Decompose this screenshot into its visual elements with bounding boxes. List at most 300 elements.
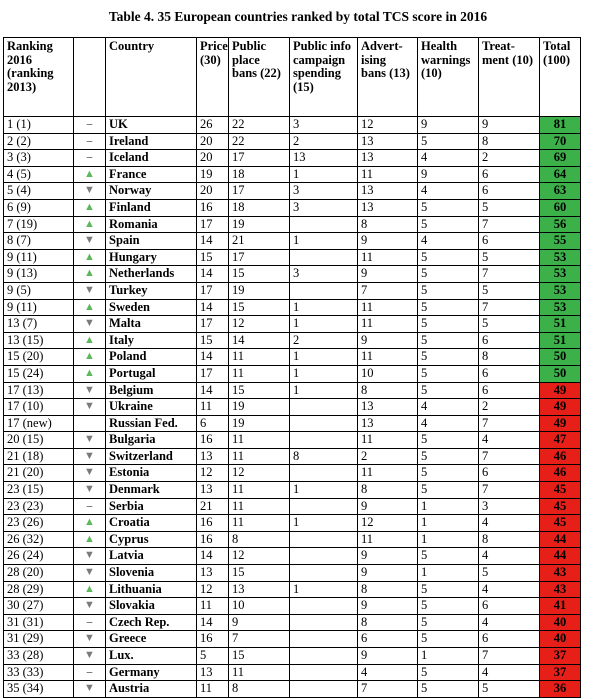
cell-total: 60 bbox=[540, 199, 581, 216]
cell-price: 16 bbox=[197, 432, 229, 449]
trend-up-icon: ▲ bbox=[74, 332, 106, 349]
table-row bbox=[4, 166, 581, 183]
cell-treatment: 3 bbox=[479, 498, 540, 515]
cell-price: 21 bbox=[197, 498, 229, 515]
cell-treatment: 6 bbox=[479, 465, 540, 482]
cell-health-warnings: 5 bbox=[418, 282, 479, 299]
cell-public-place-bans: 22 bbox=[229, 117, 290, 134]
cell-public-place-bans: 19 bbox=[229, 216, 290, 233]
cell-public-info: 2 bbox=[290, 332, 358, 349]
cell-advertising: 11 bbox=[358, 531, 418, 548]
cell-treatment: 2 bbox=[479, 399, 540, 416]
cell-public-place-bans: 19 bbox=[229, 399, 290, 416]
cell-price: 16 bbox=[197, 631, 229, 648]
cell-rank: 2 (2) bbox=[4, 133, 74, 150]
header-ranking: Ranking 2016 (ranking 2013) bbox=[4, 38, 74, 117]
cell-price: 16 bbox=[197, 515, 229, 532]
cell-treatment: 6 bbox=[479, 365, 540, 382]
cell-total: 51 bbox=[540, 332, 581, 349]
table-row bbox=[4, 531, 581, 548]
cell-country: Bulgaria bbox=[106, 432, 197, 449]
cell-price: 20 bbox=[197, 183, 229, 200]
trend-down-icon: ▼ bbox=[74, 598, 106, 615]
cell-total: 50 bbox=[540, 365, 581, 382]
cell-public-info bbox=[290, 415, 358, 432]
cell-rank: 20 (15) bbox=[4, 432, 74, 449]
cell-health-warnings: 4 bbox=[418, 183, 479, 200]
header-row bbox=[4, 38, 581, 117]
cell-country: Iceland bbox=[106, 150, 197, 167]
cell-public-info: 1 bbox=[290, 349, 358, 366]
cell-treatment: 8 bbox=[479, 133, 540, 150]
cell-treatment: 5 bbox=[479, 249, 540, 266]
cell-health-warnings: 5 bbox=[418, 631, 479, 648]
cell-advertising: 9 bbox=[358, 598, 418, 615]
cell-total: 53 bbox=[540, 299, 581, 316]
cell-rank: 7 (19) bbox=[4, 216, 74, 233]
cell-treatment: 8 bbox=[479, 531, 540, 548]
cell-public-place-bans: 15 bbox=[229, 299, 290, 316]
cell-public-place-bans: 11 bbox=[229, 365, 290, 382]
cell-treatment: 8 bbox=[479, 349, 540, 366]
cell-public-info: 2 bbox=[290, 133, 358, 150]
cell-public-info bbox=[290, 216, 358, 233]
cell-public-info bbox=[290, 531, 358, 548]
cell-advertising: 13 bbox=[358, 199, 418, 216]
cell-country: UK bbox=[106, 117, 197, 134]
cell-public-place-bans: 9 bbox=[229, 614, 290, 631]
table-row bbox=[4, 565, 581, 582]
cell-treatment: 4 bbox=[479, 614, 540, 631]
cell-total: 49 bbox=[540, 382, 581, 399]
table-row bbox=[4, 133, 581, 150]
cell-treatment: 5 bbox=[479, 316, 540, 333]
cell-rank: 33 (28) bbox=[4, 648, 74, 665]
cell-country: Greece bbox=[106, 631, 197, 648]
cell-public-place-bans: 19 bbox=[229, 415, 290, 432]
cell-rank: 9 (11) bbox=[4, 299, 74, 316]
trend-down-icon: ▼ bbox=[74, 432, 106, 449]
header-public-place-bans: Public place bans (22) bbox=[229, 38, 290, 117]
cell-public-place-bans: 10 bbox=[229, 598, 290, 615]
trend-up-icon: ▲ bbox=[74, 166, 106, 183]
cell-public-info bbox=[290, 465, 358, 482]
cell-country: Denmark bbox=[106, 482, 197, 499]
cell-country: Hungary bbox=[106, 249, 197, 266]
trend-up-icon: ▲ bbox=[74, 266, 106, 283]
cell-public-info: 1 bbox=[290, 166, 358, 183]
cell-total: 37 bbox=[540, 664, 581, 681]
cell-public-info: 1 bbox=[290, 382, 358, 399]
cell-health-warnings: 1 bbox=[418, 648, 479, 665]
cell-price: 13 bbox=[197, 448, 229, 465]
cell-advertising: 7 bbox=[358, 282, 418, 299]
cell-public-info: 1 bbox=[290, 316, 358, 333]
cell-public-place-bans: 8 bbox=[229, 531, 290, 548]
cell-price: 17 bbox=[197, 316, 229, 333]
cell-public-place-bans: 11 bbox=[229, 432, 290, 449]
cell-public-place-bans: 12 bbox=[229, 465, 290, 482]
table-row bbox=[4, 415, 581, 432]
cell-rank: 30 (27) bbox=[4, 598, 74, 615]
cell-public-info: 8 bbox=[290, 448, 358, 465]
cell-treatment: 7 bbox=[479, 448, 540, 465]
cell-treatment: 9 bbox=[479, 117, 540, 134]
cell-health-warnings: 5 bbox=[418, 681, 479, 698]
cell-price: 16 bbox=[197, 531, 229, 548]
cell-rank: 9 (13) bbox=[4, 266, 74, 283]
cell-treatment: 5 bbox=[479, 282, 540, 299]
cell-health-warnings: 9 bbox=[418, 117, 479, 134]
cell-advertising: 12 bbox=[358, 515, 418, 532]
cell-price: 12 bbox=[197, 465, 229, 482]
cell-public-info: 1 bbox=[290, 581, 358, 598]
table-row bbox=[4, 448, 581, 465]
cell-rank: 15 (24) bbox=[4, 365, 74, 382]
cell-total: 47 bbox=[540, 432, 581, 449]
cell-health-warnings: 1 bbox=[418, 498, 479, 515]
cell-advertising: 6 bbox=[358, 631, 418, 648]
cell-rank: 1 (1) bbox=[4, 117, 74, 134]
cell-price: 17 bbox=[197, 282, 229, 299]
cell-total: 46 bbox=[540, 448, 581, 465]
trend-same-icon: – bbox=[74, 664, 106, 681]
tcs-ranking-table bbox=[3, 37, 581, 698]
cell-total: 45 bbox=[540, 498, 581, 515]
cell-price: 17 bbox=[197, 365, 229, 382]
table-title: Table 4. 35 European countries ranked by total TCS score in 2016 bbox=[108, 9, 488, 24]
cell-rank: 17 (new) bbox=[4, 415, 74, 432]
cell-country: Switzerland bbox=[106, 448, 197, 465]
cell-public-info bbox=[290, 648, 358, 665]
table-row bbox=[4, 316, 581, 333]
cell-treatment: 4 bbox=[479, 432, 540, 449]
cell-public-info bbox=[290, 565, 358, 582]
table-row bbox=[4, 598, 581, 615]
cell-advertising: 12 bbox=[358, 117, 418, 134]
cell-total: 45 bbox=[540, 515, 581, 532]
cell-treatment: 4 bbox=[479, 664, 540, 681]
cell-health-warnings: 4 bbox=[418, 233, 479, 250]
cell-rank: 26 (32) bbox=[4, 531, 74, 548]
cell-advertising: 11 bbox=[358, 249, 418, 266]
trend-same-icon: – bbox=[74, 133, 106, 150]
cell-advertising: 13 bbox=[358, 415, 418, 432]
cell-country: Serbia bbox=[106, 498, 197, 515]
cell-advertising: 8 bbox=[358, 581, 418, 598]
cell-public-info bbox=[290, 249, 358, 266]
cell-country: Norway bbox=[106, 183, 197, 200]
cell-health-warnings: 5 bbox=[418, 548, 479, 565]
cell-public-place-bans: 12 bbox=[229, 316, 290, 333]
cell-public-place-bans: 13 bbox=[229, 581, 290, 598]
table-row bbox=[4, 299, 581, 316]
cell-public-place-bans: 11 bbox=[229, 482, 290, 499]
cell-health-warnings: 5 bbox=[418, 448, 479, 465]
cell-rank: 31 (31) bbox=[4, 614, 74, 631]
cell-price: 14 bbox=[197, 299, 229, 316]
trend-none-icon bbox=[74, 415, 106, 432]
cell-advertising: 13 bbox=[358, 399, 418, 416]
table-row bbox=[4, 216, 581, 233]
cell-public-place-bans: 14 bbox=[229, 332, 290, 349]
cell-public-place-bans: 12 bbox=[229, 548, 290, 565]
cell-public-place-bans: 11 bbox=[229, 515, 290, 532]
cell-advertising: 8 bbox=[358, 382, 418, 399]
cell-health-warnings: 5 bbox=[418, 614, 479, 631]
cell-public-place-bans: 11 bbox=[229, 664, 290, 681]
cell-total: 40 bbox=[540, 631, 581, 648]
cell-health-warnings: 5 bbox=[418, 133, 479, 150]
cell-country: Austria bbox=[106, 681, 197, 698]
cell-advertising: 9 bbox=[358, 565, 418, 582]
cell-public-info: 3 bbox=[290, 183, 358, 200]
cell-public-place-bans: 15 bbox=[229, 266, 290, 283]
cell-country: Ireland bbox=[106, 133, 197, 150]
cell-advertising: 11 bbox=[358, 299, 418, 316]
cell-public-info bbox=[290, 399, 358, 416]
table-body bbox=[4, 117, 581, 698]
cell-public-info: 3 bbox=[290, 266, 358, 283]
cell-treatment: 7 bbox=[479, 648, 540, 665]
trend-up-icon: ▲ bbox=[74, 299, 106, 316]
trend-up-icon: ▲ bbox=[74, 515, 106, 532]
cell-total: 49 bbox=[540, 399, 581, 416]
cell-total: 51 bbox=[540, 316, 581, 333]
table-row bbox=[4, 664, 581, 681]
cell-treatment: 7 bbox=[479, 299, 540, 316]
trend-down-icon: ▼ bbox=[74, 448, 106, 465]
cell-treatment: 6 bbox=[479, 183, 540, 200]
cell-advertising: 2 bbox=[358, 448, 418, 465]
cell-health-warnings: 5 bbox=[418, 465, 479, 482]
cell-advertising: 9 bbox=[358, 266, 418, 283]
trend-up-icon: ▲ bbox=[74, 531, 106, 548]
trend-up-icon: ▲ bbox=[74, 365, 106, 382]
cell-rank: 17 (13) bbox=[4, 382, 74, 399]
cell-total: 55 bbox=[540, 233, 581, 250]
trend-down-icon: ▼ bbox=[74, 482, 106, 499]
table-row bbox=[4, 382, 581, 399]
cell-public-place-bans: 11 bbox=[229, 349, 290, 366]
cell-total: 45 bbox=[540, 482, 581, 499]
cell-advertising: 9 bbox=[358, 648, 418, 665]
cell-public-place-bans: 11 bbox=[229, 448, 290, 465]
cell-country: Slovenia bbox=[106, 565, 197, 582]
cell-health-warnings: 5 bbox=[418, 432, 479, 449]
trend-down-icon: ▼ bbox=[74, 565, 106, 582]
cell-treatment: 7 bbox=[479, 216, 540, 233]
cell-price: 14 bbox=[197, 614, 229, 631]
cell-rank: 9 (11) bbox=[4, 249, 74, 266]
cell-advertising: 8 bbox=[358, 216, 418, 233]
cell-advertising: 9 bbox=[358, 233, 418, 250]
cell-health-warnings: 5 bbox=[418, 199, 479, 216]
trend-down-icon: ▼ bbox=[74, 399, 106, 416]
header-price: Price (30) bbox=[197, 38, 229, 117]
cell-advertising: 9 bbox=[358, 332, 418, 349]
cell-country: France bbox=[106, 166, 197, 183]
cell-public-info: 1 bbox=[290, 515, 358, 532]
cell-public-info: 3 bbox=[290, 199, 358, 216]
cell-total: 63 bbox=[540, 183, 581, 200]
table-row bbox=[4, 199, 581, 216]
cell-treatment: 5 bbox=[479, 681, 540, 698]
cell-treatment: 4 bbox=[479, 515, 540, 532]
cell-public-place-bans: 17 bbox=[229, 249, 290, 266]
cell-treatment: 6 bbox=[479, 382, 540, 399]
cell-rank: 3 (3) bbox=[4, 150, 74, 167]
cell-advertising: 7 bbox=[358, 681, 418, 698]
cell-advertising: 13 bbox=[358, 183, 418, 200]
cell-total: 43 bbox=[540, 581, 581, 598]
cell-price: 13 bbox=[197, 565, 229, 582]
cell-public-place-bans: 15 bbox=[229, 382, 290, 399]
cell-public-info bbox=[290, 548, 358, 565]
cell-public-place-bans: 8 bbox=[229, 681, 290, 698]
cell-rank: 23 (15) bbox=[4, 482, 74, 499]
trend-down-icon: ▼ bbox=[74, 316, 106, 333]
cell-health-warnings: 5 bbox=[418, 382, 479, 399]
cell-price: 11 bbox=[197, 681, 229, 698]
table-row bbox=[4, 498, 581, 515]
cell-public-place-bans: 22 bbox=[229, 133, 290, 150]
cell-advertising: 9 bbox=[358, 548, 418, 565]
cell-public-info: 1 bbox=[290, 365, 358, 382]
table-row bbox=[4, 150, 581, 167]
cell-health-warnings: 5 bbox=[418, 598, 479, 615]
table-row bbox=[4, 233, 581, 250]
trend-down-icon: ▼ bbox=[74, 233, 106, 250]
cell-country: Estonia bbox=[106, 465, 197, 482]
cell-treatment: 4 bbox=[479, 581, 540, 598]
cell-health-warnings: 5 bbox=[418, 581, 479, 598]
cell-price: 13 bbox=[197, 482, 229, 499]
cell-advertising: 11 bbox=[358, 349, 418, 366]
trend-down-icon: ▼ bbox=[74, 681, 106, 698]
cell-treatment: 6 bbox=[479, 631, 540, 648]
trend-down-icon: ▼ bbox=[74, 183, 106, 200]
table-row bbox=[4, 681, 581, 698]
cell-country: Belgium bbox=[106, 382, 197, 399]
cell-rank: 28 (20) bbox=[4, 565, 74, 582]
table-row bbox=[4, 282, 581, 299]
cell-total: 36 bbox=[540, 681, 581, 698]
cell-public-info bbox=[290, 432, 358, 449]
cell-treatment: 6 bbox=[479, 233, 540, 250]
trend-up-icon: ▲ bbox=[74, 581, 106, 598]
cell-health-warnings: 4 bbox=[418, 399, 479, 416]
cell-country: Latvia bbox=[106, 548, 197, 565]
cell-total: 49 bbox=[540, 415, 581, 432]
cell-rank: 9 (5) bbox=[4, 282, 74, 299]
cell-country: Lithuania bbox=[106, 581, 197, 598]
cell-treatment: 6 bbox=[479, 332, 540, 349]
cell-price: 14 bbox=[197, 233, 229, 250]
cell-public-place-bans: 15 bbox=[229, 565, 290, 582]
cell-advertising: 11 bbox=[358, 465, 418, 482]
cell-advertising: 9 bbox=[358, 498, 418, 515]
cell-treatment: 4 bbox=[479, 548, 540, 565]
table-row bbox=[4, 548, 581, 565]
trend-down-icon: ▼ bbox=[74, 548, 106, 565]
cell-total: 44 bbox=[540, 548, 581, 565]
cell-price: 14 bbox=[197, 349, 229, 366]
cell-rank: 21 (18) bbox=[4, 448, 74, 465]
cell-rank: 31 (29) bbox=[4, 631, 74, 648]
cell-total: 70 bbox=[540, 133, 581, 150]
cell-country: Sweden bbox=[106, 299, 197, 316]
cell-public-place-bans: 17 bbox=[229, 150, 290, 167]
cell-price: 15 bbox=[197, 249, 229, 266]
cell-health-warnings: 1 bbox=[418, 531, 479, 548]
cell-total: 53 bbox=[540, 266, 581, 283]
cell-price: 14 bbox=[197, 382, 229, 399]
trend-down-icon: ▼ bbox=[74, 282, 106, 299]
cell-country: Italy bbox=[106, 332, 197, 349]
cell-country: Lux. bbox=[106, 648, 197, 665]
cell-health-warnings: 5 bbox=[418, 664, 479, 681]
trend-same-icon: – bbox=[74, 498, 106, 515]
cell-country: Turkey bbox=[106, 282, 197, 299]
header-health-warnings: Health warnings (10) bbox=[418, 38, 479, 117]
trend-up-icon: ▲ bbox=[74, 249, 106, 266]
table-row bbox=[4, 515, 581, 532]
cell-country: Ukraine bbox=[106, 399, 197, 416]
cell-country: Finland bbox=[106, 199, 197, 216]
cell-advertising: 8 bbox=[358, 482, 418, 499]
cell-public-place-bans: 18 bbox=[229, 166, 290, 183]
cell-public-info bbox=[290, 631, 358, 648]
cell-public-info: 13 bbox=[290, 150, 358, 167]
cell-health-warnings: 5 bbox=[418, 216, 479, 233]
table-row bbox=[4, 631, 581, 648]
cell-treatment: 6 bbox=[479, 166, 540, 183]
cell-public-info: 1 bbox=[290, 233, 358, 250]
cell-rank: 23 (23) bbox=[4, 498, 74, 515]
cell-total: 44 bbox=[540, 531, 581, 548]
cell-public-place-bans: 17 bbox=[229, 183, 290, 200]
trend-down-icon: ▼ bbox=[74, 382, 106, 399]
header-total: Total (100) bbox=[540, 38, 581, 117]
table-row bbox=[4, 183, 581, 200]
table-row bbox=[4, 332, 581, 349]
cell-country: Portugal bbox=[106, 365, 197, 382]
cell-public-info bbox=[290, 614, 358, 631]
cell-advertising: 11 bbox=[358, 166, 418, 183]
cell-public-place-bans: 19 bbox=[229, 282, 290, 299]
cell-treatment: 5 bbox=[479, 199, 540, 216]
cell-price: 12 bbox=[197, 581, 229, 598]
cell-total: 53 bbox=[540, 249, 581, 266]
cell-public-place-bans: 7 bbox=[229, 631, 290, 648]
cell-public-info bbox=[290, 664, 358, 681]
header-country: Country bbox=[106, 38, 197, 117]
trend-same-icon: – bbox=[74, 117, 106, 134]
cell-rank: 4 (5) bbox=[4, 166, 74, 183]
cell-total: 53 bbox=[540, 282, 581, 299]
cell-price: 17 bbox=[197, 216, 229, 233]
cell-country: Spain bbox=[106, 233, 197, 250]
table-row bbox=[4, 249, 581, 266]
header-public-info: Public info campaign spending (15) bbox=[290, 38, 358, 117]
cell-public-info: 1 bbox=[290, 482, 358, 499]
cell-price: 14 bbox=[197, 266, 229, 283]
trend-up-icon: ▲ bbox=[74, 216, 106, 233]
cell-health-warnings: 5 bbox=[418, 349, 479, 366]
table-row bbox=[4, 399, 581, 416]
trend-same-icon: – bbox=[74, 150, 106, 167]
